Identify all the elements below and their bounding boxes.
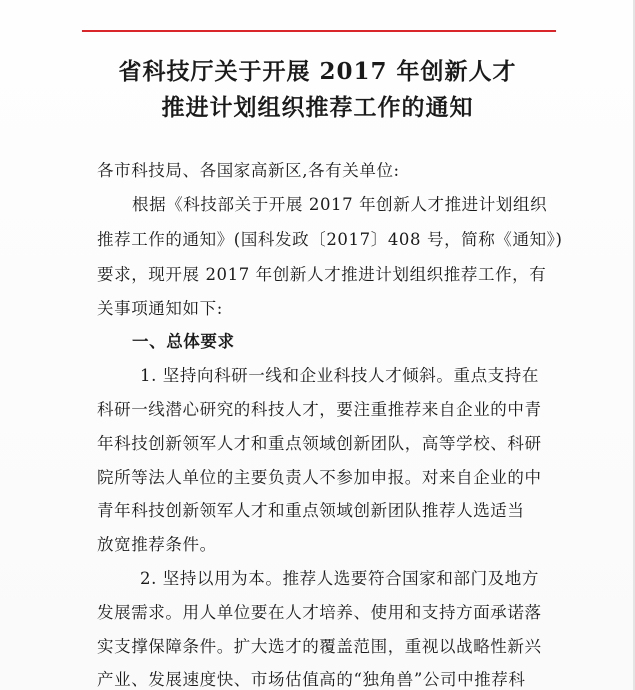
salutation: 各市科技局、各国家高新区,各有关单位: — [97, 161, 400, 180]
item1-line-3: 年科技创新领军人才和重点领域创新团队，高等学校、科研 — [97, 434, 542, 453]
document-title-line-2: 推进计划组织推荐工作的通知 — [161, 94, 474, 121]
intro-line-2: 推荐工作的通知》(国科发政〔2017〕408 号，简称《通知》) — [97, 230, 563, 249]
intro-line-1: 根据《科技部关于开展 2017 年创新人才推进计划组织 — [132, 195, 548, 214]
red-header-rule — [82, 30, 556, 32]
item2-line-4: 产业、发展速度快、市场估值高的“独角兽”公司中推荐科 — [97, 670, 526, 689]
section-heading: 一、总体要求 — [132, 332, 235, 351]
document-title-line-1: 省科技厅关于开展 2017 年创新人才 — [118, 58, 517, 85]
item2-line-2: 发展需求。用人单位要在人才培养、使用和支持方面承诺落 — [97, 603, 542, 622]
item2-line-1: 2. 坚持以用为本。推荐人选要符合国家和部门及地方 — [140, 569, 539, 588]
item1-line-5: 青年科技创新领军人才和重点领域创新团队推荐人选适当 — [97, 501, 525, 520]
intro-line-3: 要求，现开展 2017 年创新人才推进计划组织推荐工作，有 — [97, 265, 547, 284]
item1-line-6: 放宽推荐条件。 — [97, 535, 217, 554]
item1-line-2: 科研一线潜心研究的科技人才，要注重推荐来自企业的中青 — [97, 400, 542, 419]
item1-line-4: 院所等法人单位的主要负责人不参加申报。对来自企业的中 — [97, 468, 542, 487]
intro-line-4: 关事项通知如下: — [97, 299, 223, 318]
item1-line-1: 1. 坚持向科研一线和企业科技人才倾斜。重点支持在 — [140, 366, 539, 385]
item2-line-3: 实支撑保障条件。扩大选才的覆盖范围，重视以战略性新兴 — [97, 637, 542, 656]
